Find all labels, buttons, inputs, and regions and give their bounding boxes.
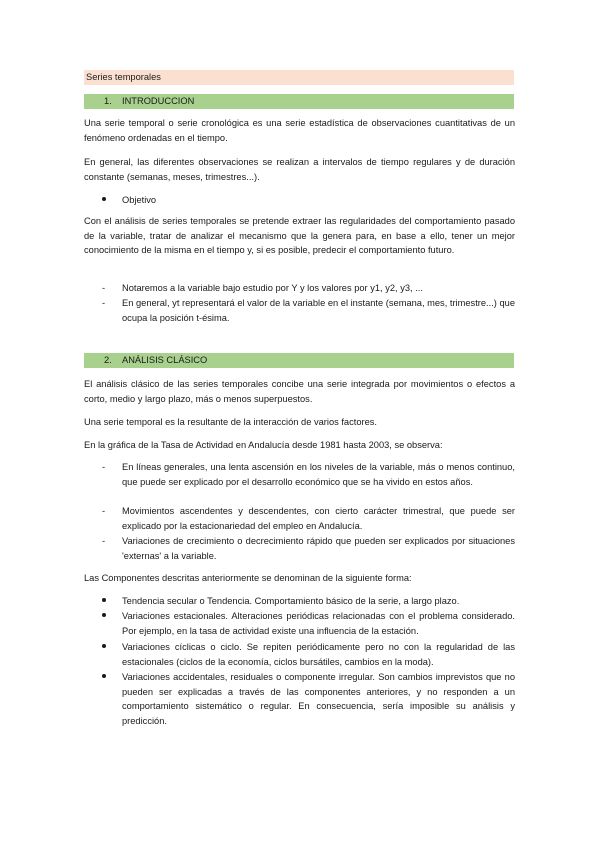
bullet-icon: [102, 594, 106, 609]
section-heading-introduccion: [84, 94, 514, 109]
paragraph: Una serie temporal es la resultante de la interacción de varios factores.: [84, 417, 378, 427]
bullet-icon: [102, 640, 106, 655]
dash-icon: -: [102, 462, 106, 472]
paragraph: Una serie temporal o serie cronológica es una serie estadística de observaciones cuantitativas de un fenómeno ordenadas en el tiempo.: [84, 118, 515, 143]
bullet-icon: [102, 609, 106, 624]
section-title: ANÁLISIS CLÁSICO: [122, 355, 208, 365]
bullet-icon: [102, 670, 106, 685]
dash-icon: -: [102, 506, 106, 516]
document-title: Series temporales: [84, 70, 514, 85]
paragraph: Con el análisis de series temporales se pretende extraer las regularidades del comportamiento pasado de la variable, tratar de analizar el mecanismo que la genera para, en base a ello, tener un mejor conocimiento de la misma en el tiempo y, si es posible, predecir el comportamiento futuro.: [84, 216, 515, 256]
section-heading-analisis-clasico: [84, 353, 514, 368]
section-number: 2.: [104, 355, 112, 365]
section-number: 1.: [104, 96, 112, 106]
paragraph: En general, las diferentes observaciones se realizan a intervalos de tiempo regulares y de duración constante (semanas, meses, trimestres...).: [84, 157, 515, 182]
dash-icon: -: [102, 536, 106, 546]
paragraph: En la gráfica de la Tasa de Actividad en Andalucía desde 1981 hasta 2003, se observa:: [84, 440, 443, 450]
dash-icon: -: [102, 298, 106, 308]
bullet-icon: [102, 193, 106, 208]
paragraph: Las Componentes descritas anteriormente se denominan de la siguiente forma:: [84, 573, 412, 583]
section-title: INTRODUCCION: [122, 96, 195, 106]
document-page: Series temporales 1. INTRODUCCION Una serie temporal o serie cronológica es una serie estadística de observaciones cuantitativas de un fenómeno ordenadas en el tiempo. En general, las diferentes observaciones se realizan a intervalos de tiempo regulares y de duración constante (semanas, meses, trimestres...). Objetivo Con el análisis de series temporales se pretende extraer las regularidades del comportamiento pasado de la variable, tratar de analizar el mecanismo que la genera para, en base a ello, tener un mejor conocimiento de la misma en el tiempo y, si es posible, predecir el comportamiento futuro. - Notaremos a la variable bajo estudio por Y y los valores por y1, y2, y3, ... - En general, yt representará el valor de la variable en el instante (semana, mes, trimestre...) que ocupa la posición t-ésima. 2. ANÁLISIS CLÁSICO El análisis clásico de las series temporales concibe una serie integrada por movimientos o efectos a corto, medio y largo plazo, más o menos superpuestos. Una serie temporal es la resultante de la interacción de varios factores. En la gráfica de la Tasa de Actividad en Andalucía desde 1981 hasta 2003, se observa: - En líneas generales, una lenta ascensión en los niveles de la variable, más o menos continuo, que puede ser explicado por el desarrollo económico que se ha vivido en estos años. - Movimientos ascendentes y descendentes, con cierto carácter trimestral, que puede ser explicado por la estacionariedad del empleo en Andalucía. - Variaciones de crecimiento o decrecimiento rápido que pueden ser explicados por situaciones 'externas' a la variable. Las Componentes descritas anteriormente se denominan de la siguiente forma: Tendencia secular o Tendencia. Comportamiento básico de la serie, a largo plazo. Variaciones estacionales. Alteraciones periódicas relacionadas con el problema considerado. Por ejemplo, en la tasa de actividad existe una influencia de la estación. Variaciones cíclicas o ciclo. Se repiten periódicamente pero no con la regularidad de las estacionales (ciclos de la economía, ciclos bursátiles, cambios en la moda). Variaciones accidentales, residuales o componente irregular. Son cambios imprevistos que no pueden ser explicadas a través de las componentes anteriores, y no responden a un comportamiento sistemático o regular. En consecuencia, sería imposible su análisis y predicción.: [84, 72, 515, 726]
paragraph: El análisis clásico de las series temporales concibe una serie integrada por movimientos o efectos a corto, medio y largo plazo, más o menos superpuestos.: [84, 379, 515, 404]
dash-icon: -: [102, 283, 106, 293]
